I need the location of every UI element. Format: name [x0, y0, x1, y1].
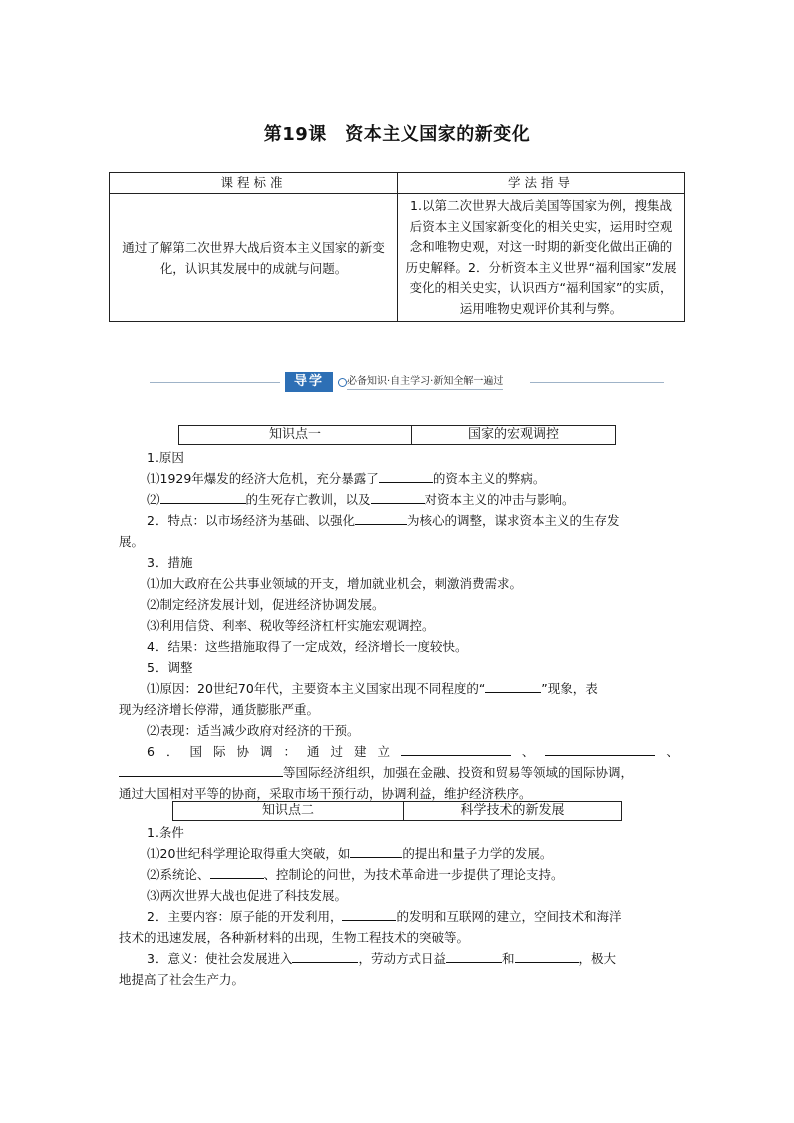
char: 立 [377, 744, 390, 759]
fill-blank[interactable] [401, 741, 511, 756]
char: 、 [521, 744, 535, 759]
char: 建 [353, 744, 367, 759]
fill-blank[interactable] [446, 948, 502, 963]
banner-subtitle: 必备知识·自主学习·新知全解一遍过 [347, 375, 503, 390]
text-line: 1.条件 [147, 825, 184, 840]
text: ⑴原因：20世纪70年代，主要资本主义国家出现不同程度的“ [147, 681, 486, 696]
kp1-topic: 国家的宏观调控 [412, 426, 616, 445]
fill-blank[interactable] [485, 678, 541, 693]
banner-left-line [150, 382, 280, 383]
fill-blank[interactable] [350, 843, 402, 858]
text: ”现象，表 [541, 681, 598, 696]
text: 的提出和量子力学的发展。 [402, 846, 553, 861]
text: 等国际经济组织，加强在金融、投资和贸易等领域的国际协调， [283, 765, 634, 780]
text: 2．主要内容：原子能的开发利用， [147, 909, 343, 924]
section-banner [150, 372, 664, 394]
header-study-guide: 学法指导 [398, 173, 685, 194]
char: ： [283, 744, 296, 759]
char: 过 [330, 744, 343, 759]
fill-blank[interactable] [119, 762, 283, 777]
text: ⑴20世纪科学理论取得重大突破，如 [147, 846, 351, 861]
section-1-body [119, 447, 679, 804]
text-line: 技术的迅速发展，各种新材料的出现，生物工程技术的突破等。 [119, 930, 470, 945]
char: 通 [306, 744, 320, 759]
text-line: ⑶两次世界大战也促进了科技发展。 [147, 888, 348, 903]
char: 国 [189, 744, 202, 759]
fill-blank[interactable] [160, 489, 246, 504]
knowledge-point-1-header [178, 425, 616, 445]
char: 际 [212, 744, 226, 759]
header-curriculum-standard: 课程标准 [110, 173, 398, 194]
text: 对资本主义的冲击与影响。 [424, 492, 575, 507]
text-line: ⑵表现：适当减少政府对经济的干预。 [147, 723, 360, 738]
kp2-topic: 科学技术的新发展 [404, 802, 622, 821]
char: ． [165, 744, 179, 759]
text-line: 5．调整 [147, 660, 193, 675]
kp2-label: 知识点二 [173, 802, 404, 821]
text: 、控制论的问世，为技术革命进一步提供了理论支持。 [263, 867, 564, 882]
text-line-justified [119, 741, 679, 762]
text: ⑵ [147, 492, 160, 507]
text-line: 展。 [119, 534, 145, 549]
section-2-body [119, 822, 679, 990]
banner-tag: 导学 [285, 372, 333, 392]
text-line: 4．结果：这些措施取得了一定成效，经济增长一度较快。 [147, 639, 468, 654]
fill-blank[interactable] [292, 948, 358, 963]
page-title: 第19课 资本主义国家的新变化 [263, 124, 531, 145]
text: 2．特点：以市场经济为基础、以强化 [147, 513, 355, 528]
text: 3．意义：使社会发展进入 [147, 951, 293, 966]
text-line: 地提高了社会生产力。 [119, 972, 245, 987]
text: ⑴1929年爆发的经济大危机，充分暴露了 [147, 471, 379, 486]
study-guide-text: 1.以第二次世界大战后美国等国家为例，搜集战后资本主义国家新变化的相关史实，运用时空观念和唯物史观，对这一时期的新变化做出正确的历史解释。2．分析资本主义世界“福利国家”发展变化的相关史实，认识西方“福利国家”的实质，运用唯物史观评价其利与弊。 [398, 194, 685, 322]
fill-blank[interactable] [210, 864, 264, 879]
text: 的资本主义的弊病。 [432, 471, 546, 486]
kp1-label: 知识点一 [179, 426, 412, 445]
text: 和 [501, 951, 515, 966]
curriculum-table [109, 172, 685, 322]
text: 的发明和互联网的建立，空间技术和海洋 [396, 909, 622, 924]
fill-blank[interactable] [515, 948, 579, 963]
text-line: 通过大国相对平等的协商，采取市场干预行动，协调利益，维护经济秩序。 [119, 786, 532, 801]
text: 的生死存亡教训，以及 [245, 492, 371, 507]
char: 调 [259, 744, 273, 759]
text: 为核心的调整，谋求资本主义的生存发 [406, 513, 620, 528]
banner-right-line [530, 382, 664, 383]
char: 、 [666, 744, 679, 759]
text-line: 现为经济增长停滞，通货膨胀严重。 [119, 702, 320, 717]
fill-blank[interactable] [342, 906, 396, 921]
fill-blank[interactable] [355, 510, 407, 525]
fill-blank[interactable] [545, 741, 655, 756]
text-line: 1.原因 [147, 450, 184, 465]
text: ，劳动方式日益 [358, 951, 446, 966]
char: 协 [236, 744, 249, 759]
text-line: ⑴加大政府在公共事业领域的开支，增加就业机会，刺激消费需求。 [147, 576, 523, 591]
fill-blank[interactable] [379, 468, 433, 483]
text-line: ⑵制定经济发展计划，促进经济协调发展。 [147, 597, 385, 612]
text: ，极大 [578, 951, 617, 966]
text: ⑵系统论、 [147, 867, 210, 882]
text-line: 3．措施 [147, 555, 193, 570]
banner-dot-icon [338, 378, 347, 387]
char: 6 [147, 744, 155, 759]
curriculum-standard-text: 通过了解第二次世界大战后资本主义国家的新变化，认识其发展中的成就与问题。 [110, 194, 398, 322]
text-line: ⑶利用信贷、利率、税收等经济杠杆实施宏观调控。 [147, 618, 435, 633]
knowledge-point-2-header [172, 801, 622, 821]
fill-blank[interactable] [371, 489, 425, 504]
